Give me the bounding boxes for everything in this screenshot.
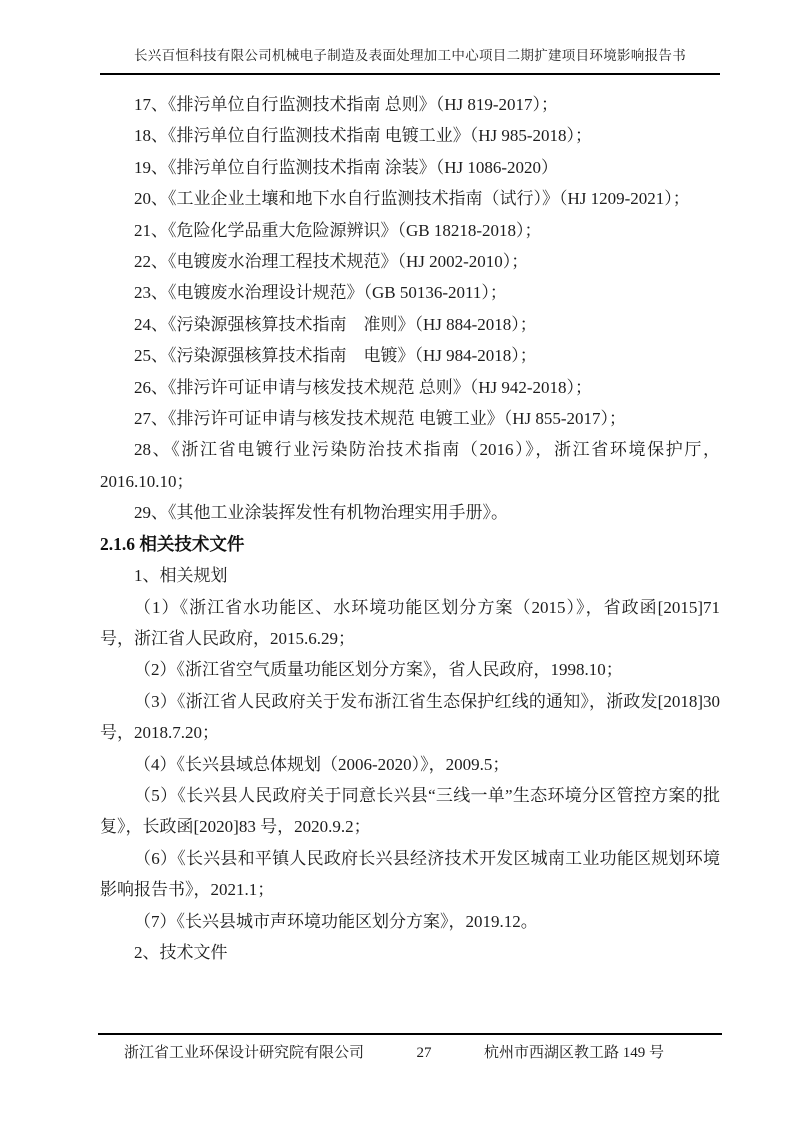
section-heading: 2.1.6 相关技术文件 [100, 533, 245, 554]
footer-company: 浙江省工业环保设计研究院有限公司 [124, 1045, 365, 1061]
reference-item: 18、《排污单位自行监测技术指南 电镀工业》（HJ 985-2018）； [134, 126, 593, 146]
page-header [100, 44, 720, 75]
plan-item: （7）《长兴县城市声环境功能区划分方案》，2019.12。 [134, 911, 538, 931]
plan-item: （6）《长兴县和平镇人民政府长兴县经济技术开发区城南工业功能区规划环境影响报告书》，2021.1； [100, 848, 720, 900]
plan-item: （4）《长兴县域总体规划（2006-2020）》，2009.5； [134, 754, 510, 774]
reference-item: 29、《其他工业涂装挥发性有机物治理实用手册》。 [134, 503, 508, 523]
plan-item: （1）《浙江省水功能区、水环境功能区划分方案（2015）》，省政函[2015]71 号，浙江省人民政府，2015.6.29； [100, 597, 720, 648]
footer-address: 杭州市西湖区教工路 149 号 [483, 1045, 664, 1061]
header-rule [100, 73, 720, 75]
reference-item: 21、《危险化学品重大危险源辨识》（GB 18218-2018）； [134, 220, 542, 240]
plan-item: （5）《长兴县人民政府关于同意长兴县“三线一单”生态环境分区管控方案的批复》，长政函[2020]83 号，2020.9.2； [100, 785, 720, 837]
reference-item: 17、《排污单位自行监测技术指南 总则》（HJ 819-2017）； [134, 95, 559, 114]
page-header-title: 长兴百恒科技有限公司机械电子制造及表面处理加工中心项目二期扩建项目环境影响报告书 [134, 48, 686, 63]
document-body [100, 89, 720, 968]
reference-item: 22、《电镀废水治理工程技术规范》（HJ 2002-2010）； [134, 252, 529, 272]
plan-item: （3）《浙江省人民政府关于发布浙江省生态保护红线的通知》，浙政发[2018]30 号，2018.7.20； [100, 691, 720, 743]
footer-row [98, 1035, 722, 1062]
reference-item: 28、《浙江省电镀行业污染防治技术指南（2016）》，浙江省环境保护厅，2016.10.10； [100, 440, 720, 491]
reference-item: 23、《电镀废水治理设计规范》（GB 50136-2011）； [134, 283, 507, 303]
subsection-title: 1、相关规划 [134, 566, 228, 586]
subsection-title: 2、技术文件 [134, 942, 228, 962]
page-footer [98, 1033, 722, 1062]
reference-item: 19、《排污单位自行监测技术指南 涂装》（HJ 1086-2020） [134, 157, 559, 177]
reference-item: 26、《排污许可证申请与核发技术规范 总则》（HJ 942-2018）； [134, 377, 593, 397]
plan-item: （2）《浙江省空气质量功能区划分方案》，省人民政府，1998.10； [134, 660, 623, 680]
reference-item: 20、《工业企业土壤和地下水自行监测技术指南（试行）》（HJ 1209-2021）； [134, 189, 690, 209]
reference-item: 27、《排污许可证申请与核发技术规范 电镀工业》（HJ 855-2017）； [134, 409, 627, 429]
reference-item: 25、《污染源强核算技术指南 电镀》（HJ 984-2018）； [134, 346, 537, 366]
reference-item: 24、《污染源强核算技术指南 准则》（HJ 884-2018）； [134, 314, 537, 334]
footer-page-number: 27 [416, 1045, 432, 1061]
